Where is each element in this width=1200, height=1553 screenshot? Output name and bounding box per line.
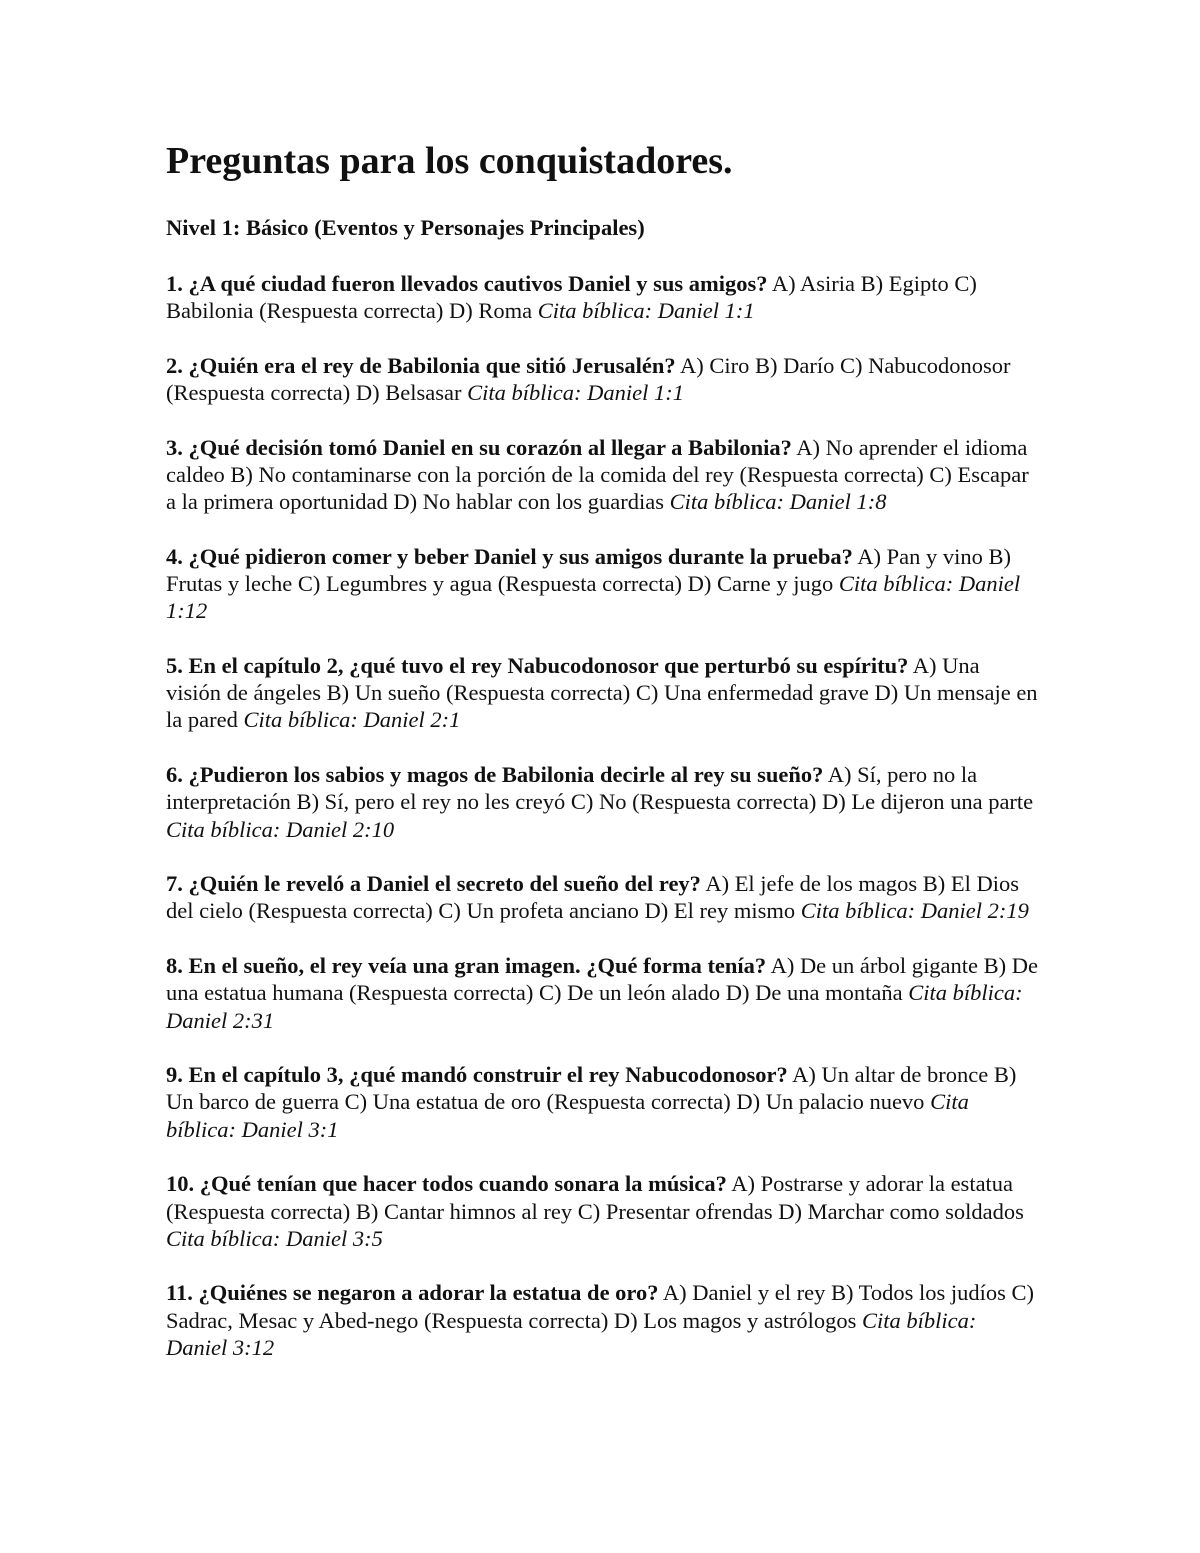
question-list: [166, 270, 1038, 1389]
answer-options: A) Pan y vino B) Frutas y leche C) Legumbres y agua (Respuesta correcta) D) Carne y jugo: [166, 543, 1012, 597]
question-item: [166, 952, 1038, 1034]
question-text: 9. En el capítulo 3, ¿qué mandó construir el rey Nabucodonosor?: [166, 1062, 788, 1088]
bible-citation: Cita bíblica: Daniel 2:10: [166, 816, 395, 842]
bible-citation: Cita bíblica: Daniel 1:12: [166, 571, 1021, 624]
question-text: 3. ¿Qué decisión tomó Daniel en su corazón al llegar a Babilonia?: [166, 434, 792, 460]
question-item: [166, 543, 1038, 625]
question-item: [166, 352, 1038, 406]
answer-options: A) Postrarse y adorar la estatua (Respuesta correcta) B) Cantar himnos al rey C) Presentar ofrendas D) Marchar como soldados: [166, 1171, 1024, 1224]
question-text: 5. En el capítulo 2, ¿qué tuvo el rey Nabucodonosor que perturbó su espíritu?: [166, 653, 909, 679]
answer-options: A) Asiria B) Egipto C) Babilonia (Respuesta correcta) D) Roma: [166, 271, 977, 324]
answer-options: A) Daniel y el rey B) Todos los judíos C) Sadrac, Mesac y Abed-nego (Respuesta correcta) D) Los magos y astrólogos: [166, 1280, 1034, 1333]
page-title: Preguntas para los conquistadores.: [166, 140, 733, 182]
answer-options: A) El jefe de los magos B) El Dios del cielo (Respuesta correcta) C) Un profeta anciano D) El rey mismo: [166, 871, 1020, 924]
question-text: 6. ¿Pudieron los sabios y magos de Babilonia decirle al rey su sueño?: [166, 762, 824, 788]
answer-options: A) Sí, pero no la interpretación B) Sí, pero el rey no les creyó C) No (Respuesta correcta) D) Le dijeron una parte: [166, 762, 1034, 815]
question-text: 4. ¿Qué pidieron comer y beber Daniel y sus amigos durante la prueba?: [166, 543, 853, 569]
answer-options: A) Un altar de bronce B) Un barco de guerra C) Una estatua de oro (Respuesta correcta) D) Un palacio nuevo: [166, 1062, 1017, 1115]
answer-options: A) Una visión de ángeles B) Un sueño (Respuesta correcta) C) Una enfermedad grave D) Un mensaje en la pared: [166, 653, 1038, 733]
question-text: 11. ¿Quiénes se negaron a adorar la estatua de oro?: [166, 1280, 659, 1306]
question-text: 1. ¿A qué ciudad fueron llevados cautivos Daniel y sus amigos?: [166, 271, 768, 296]
question-item: [166, 761, 1038, 843]
question-item: [166, 652, 1038, 734]
level-heading: Nivel 1: Básico (Eventos y Personajes Principales): [166, 215, 645, 240]
question-text: 2. ¿Quién era el rey de Babilonia que sitió Jerusalén?: [166, 352, 676, 378]
question-item: [166, 870, 1038, 924]
question-text: 7. ¿Quién le reveló a Daniel el secreto del sueño del rey?: [166, 871, 701, 897]
bible-citation: Cita bíblica: Daniel 1:1: [537, 298, 755, 324]
question-item: [166, 1279, 1038, 1361]
question-item: [166, 1061, 1038, 1143]
answer-options: A) No aprender el idioma caldeo B) No contaminarse con la porción de la comida del rey (Respuesta correcta) C) Escapar a la primera oportunidad D) No hablar con los guardias: [166, 434, 1029, 515]
bible-citation: Cita bíblica: Daniel 1:8: [669, 489, 887, 515]
bible-citation: Cita bíblica: Daniel 1:1: [467, 380, 684, 406]
bible-citation: Cita bíblica: Daniel 2:31: [166, 980, 1023, 1033]
answer-options: A) De un árbol gigante B) De una estatua humana (Respuesta correcta) C) De un león alado D) De una montaña: [166, 953, 1038, 1006]
question-item: [166, 1170, 1038, 1252]
bible-citation: Cita bíblica: Daniel 3:1: [166, 1089, 969, 1142]
bible-citation: Cita bíblica: Daniel 3:12: [166, 1307, 977, 1360]
answer-options: A) Ciro B) Darío C) Nabucodonosor (Respuesta correcta) D) Belsasar: [166, 352, 1011, 406]
bible-citation: Cita bíblica: Daniel 2:1: [243, 707, 461, 733]
question-text: 10. ¿Qué tenían que hacer todos cuando sonara la música?: [166, 1171, 727, 1197]
question-text: 8. En el sueño, el rey veía una gran imagen. ¿Qué forma tenía?: [166, 953, 767, 979]
question-item: [166, 270, 1038, 324]
question-item: [166, 434, 1038, 516]
bible-citation: Cita bíblica: Daniel 3:5: [166, 1225, 383, 1251]
bible-citation: Cita bíblica: Daniel 2:19: [800, 898, 1029, 924]
